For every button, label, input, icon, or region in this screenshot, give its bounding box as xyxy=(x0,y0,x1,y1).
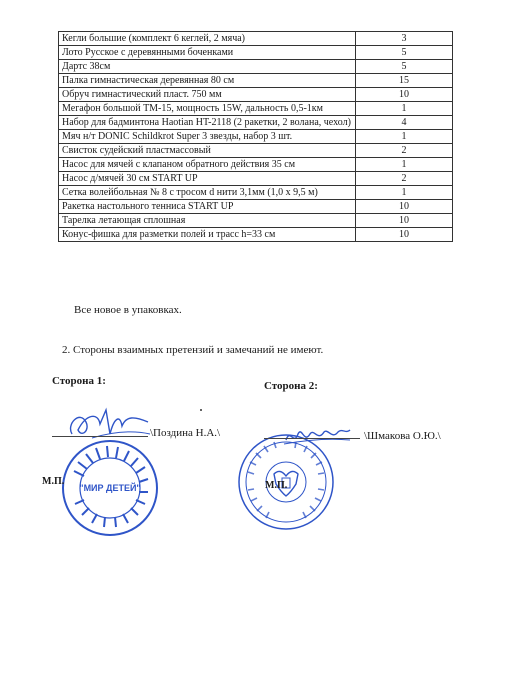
item-name: Палка гимнастическая деревянная 80 см xyxy=(59,74,356,88)
item-qty: 10 xyxy=(356,88,453,102)
table-row xyxy=(59,228,453,242)
signature-line-2 xyxy=(264,438,360,439)
items-table-body xyxy=(59,32,453,242)
signature-1 xyxy=(62,404,152,444)
item-qty: 10 xyxy=(356,228,453,242)
item-qty: 3 xyxy=(356,32,453,46)
item-name: Дартс 38см xyxy=(59,60,356,74)
item-name: Мяч н/т DONIC Schildkrot Super 3 звезды, набор 3 шт. xyxy=(59,130,356,144)
item-name: Мегафон большой ТМ-15, мощность 15W, дальность 0,5-1км xyxy=(59,102,356,116)
stamp-1 xyxy=(60,438,160,538)
item-name: Набор для бадминтона Haotian HT-2118 (2 ракетки, 2 волана, чехол) xyxy=(59,116,356,130)
table-row xyxy=(59,74,453,88)
item-qty: 10 xyxy=(356,200,453,214)
party1-label: Сторона 1: xyxy=(52,375,106,387)
item-name: Конус-фишка для разметки полей и трасс h=33 см xyxy=(59,228,356,242)
party1-mp: М.П. xyxy=(42,476,65,487)
item-name: Насос для мячей с клапаном обратного действия 35 см xyxy=(59,158,356,172)
table-row xyxy=(59,88,453,102)
item-qty: 2 xyxy=(356,144,453,158)
party2-mp: М.П. xyxy=(265,480,288,491)
party2-name: \Шмакова О.Ю.\ xyxy=(364,430,441,442)
item-qty: 5 xyxy=(356,60,453,74)
table-row xyxy=(59,186,453,200)
table-row xyxy=(59,130,453,144)
table-row xyxy=(59,158,453,172)
party1-name: \Поздина Н.А.\ xyxy=(150,427,221,439)
item-qty: 1 xyxy=(356,158,453,172)
table-row xyxy=(59,172,453,186)
ink-dot xyxy=(200,409,202,411)
table-row xyxy=(59,144,453,158)
items-table xyxy=(58,31,453,242)
clause-text: 2. Стороны взаимных претензий и замечаний не имеют. xyxy=(62,344,324,356)
item-qty: 5 xyxy=(356,46,453,60)
signature-line-1 xyxy=(52,436,148,437)
table-row xyxy=(59,46,453,60)
table-row xyxy=(59,200,453,214)
item-name: Обруч гимнастический пласт. 750 мм xyxy=(59,88,356,102)
item-name: Насос д/мячей 30 см START UP xyxy=(59,172,356,186)
item-qty: 10 xyxy=(356,214,453,228)
signature-2 xyxy=(282,424,352,448)
table-row xyxy=(59,102,453,116)
item-qty: 1 xyxy=(356,102,453,116)
item-qty: 2 xyxy=(356,172,453,186)
item-name: Ракетка настольного тенниса START UP xyxy=(59,200,356,214)
note-text: Все новое в упаковках. xyxy=(74,304,182,316)
item-qty: 1 xyxy=(356,130,453,144)
stamp-1-center-text: "МИР ДЕТЕЙ" xyxy=(79,483,141,493)
table-row xyxy=(59,116,453,130)
item-name: Тарелка летающая сплошная xyxy=(59,214,356,228)
table-row xyxy=(59,60,453,74)
item-qty: 15 xyxy=(356,74,453,88)
item-name: Лото Русское с деревянными боченками xyxy=(59,46,356,60)
item-qty: 4 xyxy=(356,116,453,130)
item-name: Свисток судейский пластмассовый xyxy=(59,144,356,158)
item-name: Кегли большие (комплект 6 кеглей, 2 мяча) xyxy=(59,32,356,46)
table-row xyxy=(59,32,453,46)
table-row xyxy=(59,214,453,228)
party2-label: Сторона 2: xyxy=(264,380,318,392)
item-name: Сетка волейбольная № 8 с тросом d нити 3,1мм (1,0 х 9,5 м) xyxy=(59,186,356,200)
item-qty: 1 xyxy=(356,186,453,200)
